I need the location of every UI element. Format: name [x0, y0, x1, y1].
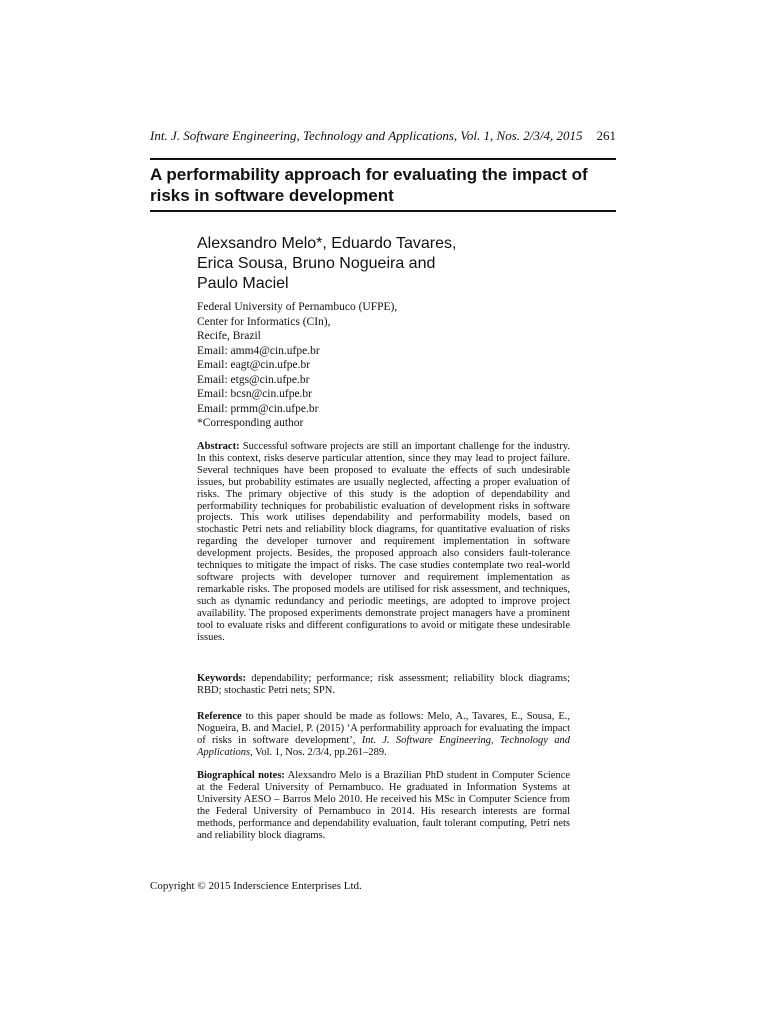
email-line: Email: bcsn@cin.ufpe.br — [197, 388, 313, 400]
email-line: Email: prmm@cin.ufpe.br — [197, 402, 319, 415]
author-list — [197, 234, 497, 294]
running-head — [150, 128, 616, 144]
email-line: Email: etgs@cin.ufpe.br — [197, 373, 310, 386]
copyright-notice: Copyright © 2015 Inderscience Enterprises Ltd. — [150, 880, 362, 892]
keywords — [197, 673, 570, 697]
email-line: Email: eagt@cin.ufpe.br — [197, 359, 311, 371]
affiliation-line: Center for Informatics (CIn), — [197, 315, 331, 328]
affiliation-line: Recife, Brazil — [197, 330, 261, 342]
reference — [197, 711, 570, 759]
author-line: Erica Sousa, Bruno Nogueira and — [197, 255, 436, 272]
corresponding-author-note: *Corresponding author — [197, 417, 304, 429]
reference-journal: Int. J. Software Engineering, Technology and Applications — [197, 734, 570, 758]
abstract — [197, 441, 570, 643]
keywords-text: dependability; performance; risk assessment; reliability block diagrams; RBD; stochastic Petri nets; SPN. — [197, 673, 570, 696]
email-line: Email: amm4@cin.ufpe.br — [197, 344, 320, 357]
reference-text: to this paper should be made as follows: Melo, A., Tavares, E., Sousa, E., Nogueira, B. and Maciel, P. (2015) ‘A performability approach for evaluating the impact of risks in software development’, — [197, 711, 571, 746]
bio-label: Biographical notes: — [197, 770, 285, 781]
author-line: Alexsandro Melo*, Eduardo Tavares, — [197, 235, 457, 252]
keywords-label: Keywords: — [197, 673, 246, 684]
abstract-text: Successful software projects are still an important challenge for the industry. In this context, risks deserve particular attention, since they may lead to project failure. Several techniques have been proposed to evaluate the effects of such undesirable issues, but probability estimates are usually neglected, affecting a proper evaluation of risks. The primary objective of this study is the adoption of dependability and performability techniques for probabilistic evaluation of development risks in software projects. This work utilises dependability and performability models, based on stochastic Petri nets and reliability block diagrams, for quantitative evaluation of risks regarding the developer turnover and requirement implementation in software development projects. Besides, the proposed approach also considers fault-tolerance techniques to mitigate the impact of risks. The case studies contemplate two real-world software projects with developer turnover and requirement implementation as remarkable risks. The proposed models are utilised for risk assessment, and techniques, such as dynamic redundancy and periodic meetings, are adopted to improve project availability. The proposed experiments demonstrate project managers have a prominent tool to evaluate risks and different configurations to avoid or mitigate these undesirable issues. — [197, 441, 571, 643]
author-line: Paulo Maciel — [197, 275, 289, 292]
abstract-label: Abstract: — [197, 441, 240, 452]
bio-text: Alexsandro Melo is a Brazilian PhD student in Computer Science at the Federal University of Pernambuco. He graduated in Information Systems at University AESO – Barros Melo 2010. He received his MSc in Computer Science from the Federal University of Pernambuco in 2014. His research interests are formal methods, performance and dependability evaluation, fault tolerant computing, Petri nets and reliability block diagrams. — [197, 770, 571, 841]
paper-title: A performability approach for evaluating the impact of risks in software development — [150, 165, 588, 205]
reference-label: Reference — [197, 711, 242, 722]
reference-details: , Vol. 1, Nos. 2/3/4, pp.261–289. — [250, 746, 387, 758]
affiliation-line: Federal University of Pernambuco (UFPE), — [197, 301, 398, 313]
journal-citation: Int. J. Software Engineering, Technology and Applications, Vol. 1, Nos. 2/3/4, 2015 — [150, 128, 583, 143]
title-rule-bottom — [150, 210, 616, 212]
biographical-notes — [197, 770, 570, 841]
affiliation — [197, 300, 577, 431]
title-rule-top — [150, 158, 616, 160]
page-number: 261 — [596, 128, 616, 143]
